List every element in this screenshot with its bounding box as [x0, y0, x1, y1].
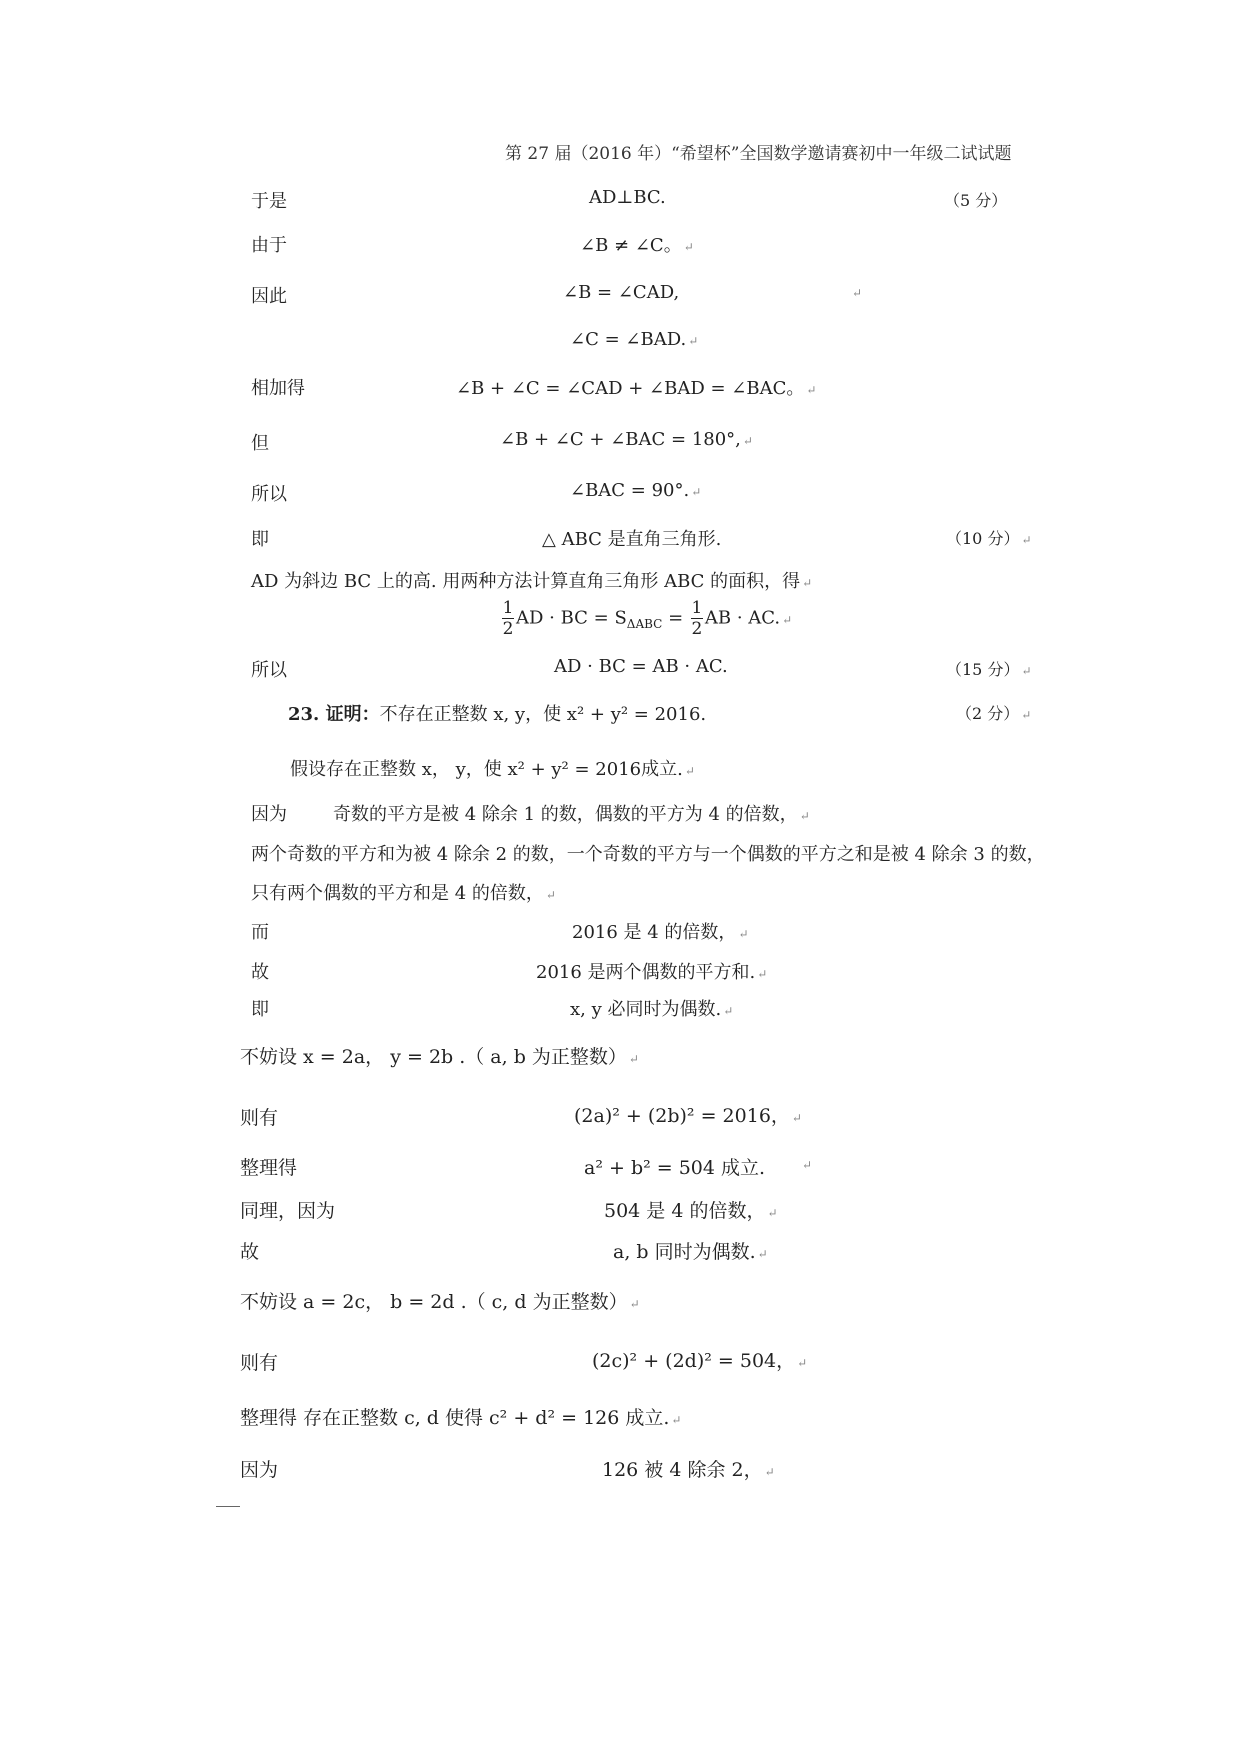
return-mark: ↵: [683, 240, 694, 254]
text-odd-even-squares: [333, 800, 810, 826]
math-ad-perp-bc: AD⊥BC.: [589, 187, 666, 208]
return-mark: ↵: [767, 1206, 778, 1220]
area-eq-sign: =: [662, 607, 689, 629]
math-504-multiple: [604, 1196, 778, 1223]
text-area-method-text: AD 为斜边 BC 上的高. 用两种方法计算直角三角形 ABC 的面积，得: [251, 571, 801, 592]
return-mark: ↵: [802, 1158, 813, 1172]
math-2c-2d-504-text: (2c)² + (2d)² = 504，: [592, 1350, 796, 1372]
label-tongli: 同理，因为: [240, 1200, 336, 1222]
math-ab-even: [613, 1237, 768, 1264]
math-2016-even-squares: [536, 958, 767, 984]
fraction-half-left: [502, 598, 514, 639]
label-zhenglide: 整理得: [240, 1157, 298, 1179]
label-youyu: 由于: [251, 235, 287, 256]
return-mark: ↵: [802, 576, 813, 590]
score-10: [946, 526, 1032, 549]
math-triangle-sum-180-text: ∠B + ∠C + ∠BAC = 180°,: [500, 429, 741, 450]
label-gu-2: 故: [240, 1241, 260, 1263]
math-angle-b-neq-c-text: ∠B ≠ ∠C。: [580, 235, 682, 256]
text-let-x-2a: [240, 1042, 639, 1069]
text-only-even: [251, 879, 556, 905]
label-yinwei: 因为: [251, 804, 287, 825]
return-mark: ↵: [688, 334, 699, 348]
label-zeyou-2: 则有: [240, 1352, 279, 1374]
math-angle-c-eq-bad: [570, 329, 698, 350]
label-suoyi-2: 所以: [251, 660, 287, 681]
return-mark: ↵: [629, 1297, 640, 1311]
return-mark: ↵: [799, 809, 810, 823]
text-let-a-2c-text: 不妨设 a = 2c， b = 2d .（ c, d 为正整数）: [240, 1291, 628, 1313]
problem-23-text: 不存在正整数 x, y，使 x² + y² = 2016.: [379, 704, 707, 725]
return-mark: ↵: [782, 612, 793, 627]
label-xiangjiade: 相加得: [251, 378, 305, 399]
return-mark: ↵: [757, 1247, 768, 1261]
math-2c-2d-504: [592, 1346, 807, 1373]
return-mark: ↵: [742, 434, 753, 448]
return-mark: ↵: [764, 1465, 775, 1479]
math-504-multiple-text: 504 是 4 的倍数，: [604, 1200, 766, 1222]
text-assume-text: 假设存在正整数 x， y，使 x² + y² = 2016成立.: [290, 759, 683, 780]
math-angle-b-neq-c: [580, 231, 694, 257]
frac-num: 1: [502, 598, 514, 618]
math-ab-even-text: a, b 同时为偶数.: [613, 1241, 756, 1263]
label-dan: 但: [251, 433, 269, 454]
fraction-half-right: [691, 598, 703, 639]
label-zeyou: 则有: [240, 1107, 279, 1129]
text-odd-even-squares-text: 奇数的平方是被 4 除余 1 的数，偶数的平方为 4 的倍数，: [333, 804, 798, 825]
return-mark: ↵: [1021, 533, 1032, 547]
return-mark: ↵: [691, 485, 702, 499]
math-2a-2b-2016: [574, 1101, 802, 1128]
text-only-even-text: 只有两个偶数的平方和是 4 的倍数，: [251, 883, 544, 904]
math-xy-even: [570, 995, 733, 1021]
score-15-text: （15 分）: [946, 660, 1020, 679]
math-sum-angles-text: ∠B + ∠C = ∠CAD + ∠BAD = ∠BAC。: [456, 378, 805, 399]
frac-den: 2: [502, 619, 514, 639]
math-sum-angles: [456, 374, 816, 400]
page-header-title: 第 27 届（2016 年）“希望杯”全国数学邀请赛初中一年级二试试题: [505, 144, 1012, 164]
math-bac-90: [570, 480, 701, 501]
math-2016-multiple-text: 2016 是 4 的倍数，: [572, 922, 737, 943]
area-right-expr: AB · AC.: [704, 607, 781, 629]
math-area-equation: [500, 598, 792, 639]
label-suoyi: 所以: [251, 484, 287, 505]
label-gu: 故: [251, 962, 269, 983]
label-ji-2: 即: [251, 999, 269, 1020]
math-xy-even-text: x, y 必同时为偶数.: [570, 999, 722, 1020]
score-10-text: （10 分）: [946, 529, 1020, 548]
area-left-expr: AD · BC = S: [516, 607, 627, 629]
text-let-x-2a-text: 不妨设 x = 2a， y = 2b .（ a, b 为正整数）: [240, 1046, 627, 1068]
area-subscript: ΔABC: [626, 617, 663, 632]
frac-den: 2: [691, 619, 703, 639]
score-5: （5 分）: [944, 191, 1008, 210]
math-ad-bc-eq-ab-ac: AD · BC = AB · AC.: [554, 656, 728, 677]
label-yinci: 因此: [251, 286, 287, 307]
score-15: [946, 657, 1032, 680]
text-c2-d2-126: [240, 1403, 681, 1430]
return-mark: ↵: [757, 967, 768, 981]
math-triangle-sum-180: [500, 429, 753, 450]
math-126-rem-2-text: 126 被 4 除余 2，: [602, 1459, 763, 1481]
return-mark: ↵: [545, 888, 556, 902]
text-area-method: [251, 567, 812, 593]
return-mark: ↵: [723, 1004, 734, 1018]
math-bac-90-text: ∠BAC = 90°.: [570, 480, 690, 501]
return-mark: ↵: [1021, 708, 1032, 722]
return-mark: ↵: [738, 927, 749, 941]
problem-23-heading: 23. 证明：: [288, 704, 380, 725]
text-c2-d2-126-text: 整理得 存在正整数 c, d 使得 c² + d² = 126 成立.: [240, 1407, 670, 1429]
return-mark: ↵: [628, 1052, 639, 1066]
label-er: 而: [251, 922, 269, 943]
return-mark: ↵: [671, 1413, 682, 1427]
problem-23-statement: [288, 700, 706, 726]
math-2016-even-squares-text: 2016 是两个偶数的平方和.: [536, 962, 756, 983]
return-mark: ↵: [852, 286, 863, 300]
math-angle-b-eq-cad: ∠B = ∠CAD,: [563, 282, 680, 303]
return-mark: ↵: [791, 1111, 802, 1125]
math-126-rem-2: [602, 1455, 775, 1482]
math-2016-multiple: [572, 918, 749, 944]
page-corner-mark: [216, 1506, 240, 1507]
math-a2-b2-504: a² + b² = 504 成立.: [584, 1157, 766, 1179]
label-ji: 即: [251, 529, 269, 550]
label-yushi: 于是: [251, 191, 287, 212]
return-mark: ↵: [806, 383, 817, 397]
label-yinwei-2: 因为: [240, 1459, 279, 1481]
return-mark: ↵: [1021, 664, 1032, 678]
math-angle-c-eq-bad-text: ∠C = ∠BAD.: [570, 329, 687, 350]
text-assume: [290, 755, 695, 781]
math-right-triangle: △ ABC 是直角三角形.: [542, 529, 722, 550]
score-2: [956, 701, 1031, 724]
text-sum-of-squares: 两个奇数的平方和为被 4 除余 2 的数，一个奇数的平方与一个偶数的平方之和是被 4 除余 3 的数，: [251, 844, 1045, 865]
math-2a-2b-2016-text: (2a)² + (2b)² = 2016，: [574, 1105, 790, 1127]
text-let-a-2c: [240, 1287, 640, 1314]
score-2-text: （2 分）: [956, 704, 1020, 723]
return-mark: ↵: [684, 764, 695, 778]
frac-num: 1: [691, 598, 703, 618]
return-mark: ↵: [797, 1356, 808, 1370]
